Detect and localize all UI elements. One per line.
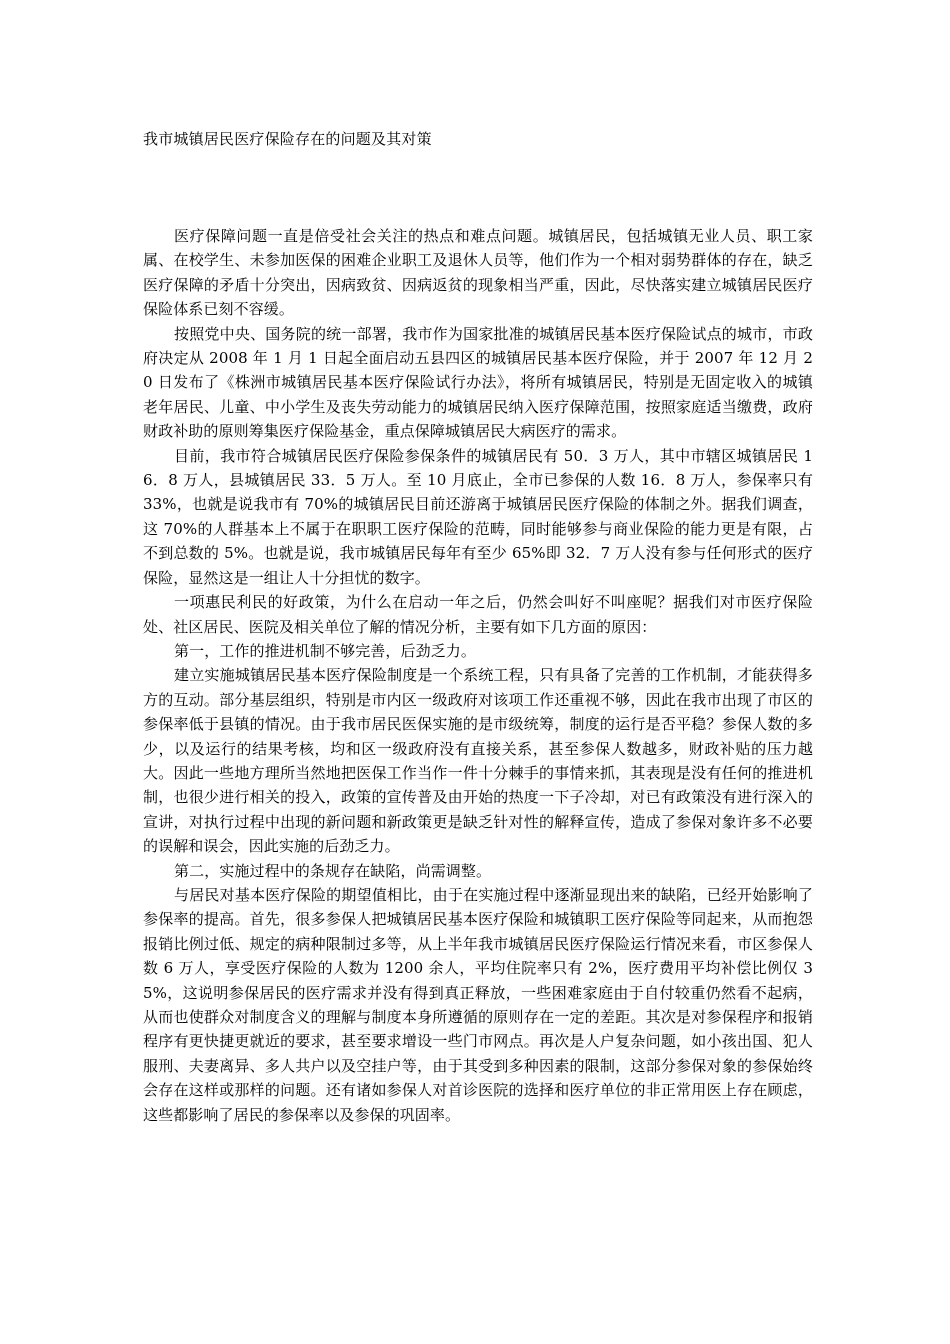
paragraph-current-status: 目前，我市符合城镇居民医疗保险参保条件的城镇居民有 50．3 万人，其中市辖区城镇居民 16．8 万人，县城镇居民 33．5 万人。至 10 月底止，全市已参保的人数 16．8 万人，参保率只有 33%，也就是说我市有 70%的城镇居民目前还游离于城镇居民医疗保险的体制之外。据我们调查，这 70%的人群基本上不属于在职职工医疗保险的范畴，同时能够参与商业保险的能力更是有限，占不到总数的 5%。也就是说，我市城镇居民每年有至少 65%即 32．7 万人没有参与任何形式的医疗保险，显然这是一组让人十分担忧的数字。: [143, 446, 813, 587]
document-title: 我市城镇居民医疗保险存在的问题及其对策: [143, 130, 432, 148]
paragraph-intro: 医疗保障问题一直是倍受社会关注的热点和难点问题。城镇居民，包括城镇无业人员、职工家属、在校学生、未参加医保的困难企业职工及退休人员等，他们作为一个相对弱势群体的存在，缺乏医疗保障的矛盾十分突出，因病致贫、因病返贫的现象相当严重，因此，尽快落实建立城镇居民医疗保险体系已刻不容缓。: [143, 227, 813, 319]
paragraph-heading-second: 第二，实施过程中的条规存在缺陷，尚需调整。: [174, 861, 492, 880]
paragraph-heading-first: 第一，工作的推进机制不够完善，后劲乏力。: [174, 641, 477, 660]
paragraph-policy-background: 按照党中央、国务院的统一部署，我市作为国家批准的城镇居民基本医疗保险试点的城市，市政府决定从 2008 年 1 月 1 日起全面启动五县四区的城镇居民基本医疗保险，并于 2007 年 12 月 20 日发布了《株洲市城镇居民基本医疗保险试行办法》，将所有城镇居民，特别是无固定收入的城镇老年居民、儿童、中小学生及丧失劳动能力的城镇居民纳入医疗保障范围，按照家庭适当缴费，政府财政补助的原则筹集医疗保险基金，重点保障城镇居民大病医疗的需求。: [143, 324, 813, 441]
document-body: [143, 224, 813, 1127]
paragraph-question: 一项惠民利民的好政策，为什么在启动一年之后，仍然会叫好不叫座呢？据我们对市医疗保险处、社区居民、医院及相关单位了解的情况分析，主要有如下几方面的原因：: [143, 593, 813, 636]
paragraph-first-detail: 建立实施城镇居民基本医疗保险制度是一个系统工程，只有具备了完善的工作机制，才能获得多方的互动。部分基层组织，特别是市内区一级政府对该项工作还重视不够，因此在我市出现了市区的参保率低于县镇的情况。由于我市居民医保实施的是市级统筹，制度的运行是否平稳？参保人数的多少，以及运行的结果考核，均和区一级政府没有直接关系，甚至参保人数越多，财政补贴的压力越大。因此一些地方理所当然地把医保工作当作一件十分棘手的事情来抓，其表现是没有任何的推进机制，也很少进行相关的投入，政策的宣传普及由开始的热度一下子冷却，对已有政策没有进行深入的宣讲，对执行过程中出现的新问题和新政策更是缺乏针对性的解释宣传，造成了参保对象许多不必要的误解和误会，因此实施的后劲乏力。: [143, 666, 813, 856]
paragraph-second-detail: 与居民对基本医疗保险的期望值相比，由于在实施过程中逐渐显现出来的缺陷，已经开始影响了参保率的提高。首先，很多参保人把城镇居民基本医疗保险和城镇职工医疗保险等同起来，从而抱怨报销比例过低、规定的病种限制过多等，从上半年我市城镇居民医疗保险运行情况来看，市区参保人数 6 万人，享受医疗保险的人数为 1200 余人，平均住院率只有 2%，医疗费用平均补偿比例仅 35%，这说明参保居民的医疗需求并没有得到真正释放，一些困难家庭由于自付较重仍然看不起病，从而也使群众对制度含义的理解与制度本身所遵循的原则存在一定的差距。其次是对参保程序和报销程序有更快捷更就近的要求，甚至要求增设一些门市网点。再次是人户复杂问题，如小孩出国、犯人服刑、夫妻离异、多人共户以及空挂户等，由于其受到多种因素的限制，这部分参保对象的参保始终会存在这样或那样的问题。还有诸如参保人对首诊医院的选择和医疗单位的非正常用医上存在顾虑，这些都影响了居民的参保率以及参保的巩固率。: [143, 885, 813, 1124]
